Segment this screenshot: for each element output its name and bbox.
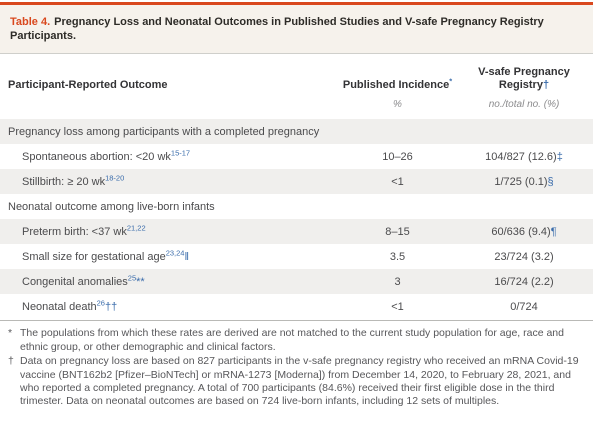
section-label: Pregnancy loss among participants with a completed pregnancy — [8, 125, 320, 138]
published-incidence-value: <1 — [391, 300, 404, 313]
published-incidence-value: 8–15 — [385, 225, 410, 238]
reference-superscript: 18-20 — [105, 173, 125, 183]
reference-superscript: 21,22 — [126, 223, 146, 233]
footnote-asterisk — [0, 327, 593, 354]
unit-vsafe: no./total no. (%) — [488, 99, 560, 111]
row-footnote-marker: ** — [136, 275, 145, 288]
unit-subheader-row — [0, 92, 593, 119]
footnote-marker-asterisk: * — [449, 76, 453, 86]
vsafe-value: 23/724 (3.2) — [494, 250, 554, 263]
column-header-published: Published Incidence* — [342, 76, 453, 91]
table-row-stillbirth — [0, 169, 593, 194]
outcome-label: Neonatal death$^{26}$†† — [22, 298, 118, 313]
column-header-vsafe: V-safe Pregnancy Registry† — [478, 65, 570, 91]
section-row-pregnancy-loss — [0, 119, 593, 144]
row-footnote-marker: ‖ — [184, 250, 190, 263]
unit-published: % — [393, 99, 402, 111]
reference-superscript: 25 — [127, 273, 137, 283]
vsafe-value: 16/724 (2.2) — [494, 275, 554, 288]
reference-superscript: 26 — [96, 298, 105, 308]
value-footnote-marker: ¶ — [550, 225, 557, 238]
section-row-neonatal-outcome — [0, 194, 593, 219]
reference-superscript: 23,24 — [165, 248, 185, 258]
footnote-text: Data on pregnancy loss are based on 827 participants in the v-safe pregnancy registry who received an mRNA Covid-19 vaccine (BNT162b2 [Pfizer–BioNTech] or mRNA-1273 [Moderna]) from December 14, 2020, to February 28, 2021, and who reported a completed pregnancy. A total of 700 participants (84.6%) received their first eligible dose in the third trimester. Data on neonatal outcomes are based on 724 live-born infants, including 12 sets of multiples. — [20, 355, 579, 408]
table-row-small-size — [0, 244, 593, 269]
reference-superscript: 15-17 — [170, 148, 191, 158]
footnote-symbol: * — [8, 327, 13, 340]
table-title-text: Pregnancy Loss and Neonatal Outcomes in Published Studies and V-safe Pregnancy Registry Participants. — [10, 16, 544, 43]
published-incidence-value: 3.5 — [389, 250, 406, 263]
value-footnote-marker: § — [547, 175, 554, 188]
table-row-neonatal-death — [0, 294, 593, 319]
outcome-label: Congenital anomalies$^{25}$** — [22, 273, 145, 288]
outcome-label: Stillbirth: ≥ 20 $wk^{18-20}$ — [22, 173, 125, 188]
vsafe-value: 0/724 — [510, 300, 538, 313]
section-label: Neonatal outcome among live-born infants — [8, 200, 215, 213]
table-row-congenital-anomalies — [0, 269, 593, 294]
outcome-label: Small size for gestational age$^{23,24}$‖ — [22, 248, 190, 263]
vsafe-value: 104/827 (12.6)‡ — [485, 150, 563, 163]
table-title — [0, 5, 593, 54]
footnote-text: The populations from which these rates are derived are not matched to the current study population for age, race and ethnic group, or other demographic and clinical factors. — [20, 327, 564, 353]
value-footnote-marker: ‡ — [556, 150, 563, 163]
vsafe-value: 1/725 (0.1)§ — [494, 175, 554, 188]
footnote-marker-dagger: † — [542, 79, 550, 91]
footnote-dagger — [0, 355, 593, 409]
published-incidence-value: 10–26 — [382, 150, 413, 163]
table-card — [0, 2, 593, 409]
outcome-label: Preterm birth: <37 wk$^{21,22}$ — [22, 223, 146, 238]
unit-outcome — [0, 99, 340, 110]
outcome-label: Spontaneous abortion: <20 $wk^{15-17}$ — [22, 148, 191, 163]
footnote-symbol: † — [8, 355, 14, 368]
table-row-preterm-birth — [0, 219, 593, 244]
published-incidence-value: 3 — [394, 275, 401, 288]
published-incidence-value: <1 — [391, 175, 404, 188]
footnotes — [0, 320, 593, 408]
table-body — [0, 119, 593, 319]
column-header-row — [0, 54, 593, 93]
table-row-spontaneous-abortion — [0, 144, 593, 169]
vsafe-value: 60/636 (9.4)¶ — [491, 225, 557, 238]
row-footnote-marker: †† — [104, 300, 118, 313]
table-number: Table 4. — [10, 16, 51, 28]
column-header-outcome: Participant-Reported Outcome — [8, 79, 168, 91]
